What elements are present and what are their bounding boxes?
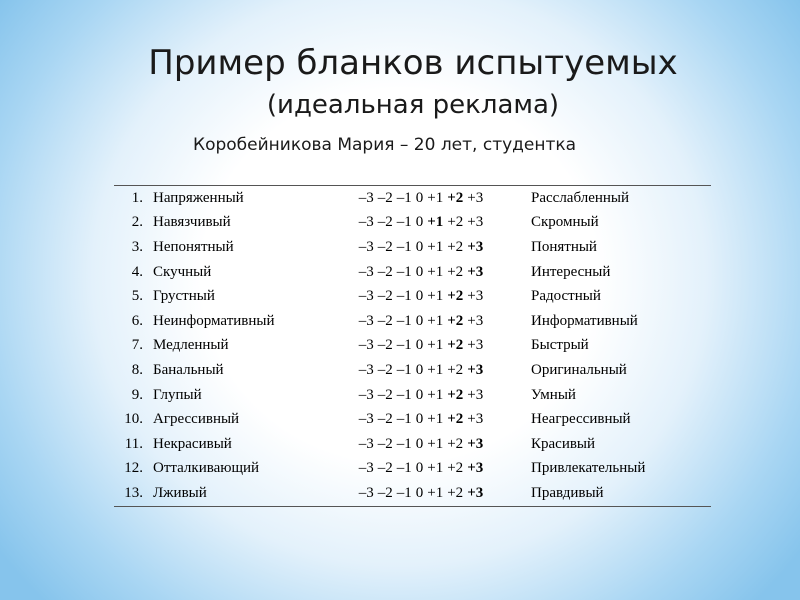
- scale-value: –1: [396, 361, 412, 378]
- scale-value: 0: [415, 238, 424, 255]
- row-number: 1.: [114, 186, 149, 211]
- row-number: 12.: [124, 460, 143, 477]
- row-number: 10.: [124, 411, 143, 428]
- negative-adjective: Агрессивный: [153, 411, 240, 428]
- scale-value: –3: [358, 288, 374, 305]
- scale-value: –2: [377, 189, 393, 206]
- selected-scale-value: +3: [467, 460, 484, 477]
- scale-value: –2: [377, 337, 393, 354]
- negative-adjective: Непонятный: [153, 238, 234, 255]
- slide-title: Пример бланков испытуемых: [148, 43, 678, 83]
- positive-adjective: Красивый: [531, 435, 596, 452]
- scale-value: +1: [427, 337, 444, 354]
- scale-value: –2: [377, 214, 393, 231]
- selected-scale-value: +3: [467, 435, 484, 452]
- scale-value: –3: [358, 460, 374, 477]
- scale-value: 0: [415, 312, 424, 329]
- scale-value: –3: [358, 484, 374, 501]
- positive-adjective: Интересный: [531, 263, 611, 280]
- subject-info: Коробейникова Мария – 20 лет, студентка: [193, 135, 577, 155]
- positive-adjective: Оригинальный: [531, 361, 627, 378]
- rating-scale: [331, 358, 511, 383]
- positive-adjective: Скромный: [531, 214, 599, 231]
- rating-scale: [331, 457, 511, 482]
- table-body: [114, 186, 711, 507]
- scale-value: –1: [396, 238, 412, 255]
- scale-value: –1: [396, 214, 412, 231]
- selected-scale-value: +3: [467, 361, 484, 378]
- scale-value: 0: [415, 484, 424, 501]
- scale-value: +1: [427, 312, 444, 329]
- selected-scale-value: +2: [447, 288, 464, 305]
- row-number: 3.: [131, 238, 143, 255]
- scale-value: 0: [415, 361, 424, 378]
- scale-value: 0: [415, 460, 424, 477]
- scale-value: +3: [467, 337, 484, 354]
- table-row: [114, 260, 711, 285]
- negative-adjective: Неинформативный: [153, 312, 275, 329]
- slide-subtitle: (идеальная реклама): [266, 90, 560, 120]
- scale-value: 0: [415, 263, 424, 280]
- row-number: 11.: [124, 435, 143, 452]
- rating-scale: [331, 432, 511, 457]
- row-number: 13.: [114, 481, 149, 506]
- negative-adjective: Скучный: [153, 263, 212, 280]
- scale-value: –1: [396, 312, 412, 329]
- scale-value: –1: [396, 435, 412, 452]
- scale-value: –3: [358, 214, 374, 231]
- scale-value: –2: [377, 460, 393, 477]
- scale-value: +1: [427, 263, 444, 280]
- negative-adjective: Навязчивый: [153, 214, 231, 231]
- selected-scale-value: +2: [447, 411, 464, 428]
- scale-value: –3: [358, 189, 374, 206]
- scale-value: +1: [427, 386, 444, 403]
- row-number: 9.: [131, 386, 143, 403]
- scale-value: –2: [377, 386, 393, 403]
- selected-scale-value: +2: [447, 337, 464, 354]
- positive-adjective: Быстрый: [531, 337, 589, 354]
- scale-value: +2: [447, 484, 464, 501]
- positive-adjective: Понятный: [531, 238, 597, 255]
- table-row: [114, 407, 711, 432]
- positive-adjective: Расслабленный: [511, 186, 711, 211]
- scale-value: +2: [447, 238, 464, 255]
- row-number: 5.: [131, 288, 143, 305]
- scale-value: +1: [427, 238, 444, 255]
- scale-value: –3: [358, 337, 374, 354]
- selected-scale-value: +2: [447, 189, 464, 206]
- positive-adjective: Умный: [531, 386, 576, 403]
- negative-adjective: Банальный: [153, 361, 224, 378]
- negative-adjective: Грустный: [153, 288, 215, 305]
- rating-scale: [331, 309, 511, 334]
- scale-value: +3: [467, 288, 484, 305]
- negative-adjective: Отталкивающий: [153, 460, 260, 477]
- scale-value: –2: [377, 484, 393, 501]
- negative-adjective: Некрасивый: [153, 435, 232, 452]
- negative-adjective: Лживый: [149, 481, 331, 506]
- rating-scale: [331, 284, 511, 309]
- table-row: [114, 432, 711, 457]
- negative-adjective: Медленный: [153, 337, 229, 354]
- scale-value: –1: [396, 288, 412, 305]
- scale-value: –2: [377, 312, 393, 329]
- row-number: 8.: [131, 361, 143, 378]
- row-number: 2.: [131, 214, 143, 231]
- scale-value: +1: [427, 288, 444, 305]
- scale-value: 0: [415, 189, 424, 206]
- scale-value: +2: [447, 214, 464, 231]
- positive-adjective: Неагрессивный: [531, 411, 631, 428]
- scale-value: –1: [396, 337, 412, 354]
- scale-value: –1: [396, 263, 412, 280]
- scale-value: +1: [427, 189, 444, 206]
- selected-scale-value: +2: [447, 386, 464, 403]
- semantic-differential-table: [114, 185, 711, 507]
- scale-value: –2: [377, 435, 393, 452]
- scale-value: –3: [358, 386, 374, 403]
- row-number: 4.: [131, 263, 143, 280]
- scale-value: +3: [467, 411, 484, 428]
- scale-value: +3: [467, 189, 484, 206]
- scale-value: –1: [396, 460, 412, 477]
- rating-scale: [331, 481, 511, 506]
- scale-value: +1: [427, 435, 444, 452]
- scale-value: 0: [415, 288, 424, 305]
- scale-value: +3: [467, 214, 484, 231]
- scale-value: –1: [396, 411, 412, 428]
- scale-value: –2: [377, 288, 393, 305]
- rating-scale: [331, 334, 511, 359]
- rating-scale: [331, 235, 511, 260]
- scale-value: –2: [377, 263, 393, 280]
- rating-scale: [331, 211, 511, 236]
- scale-value: +1: [427, 460, 444, 477]
- table-row: [114, 284, 711, 309]
- scale-value: –2: [377, 411, 393, 428]
- scale-value: 0: [415, 214, 424, 231]
- table-row: [114, 383, 711, 408]
- table-row: [114, 235, 711, 260]
- scale-value: 0: [415, 435, 424, 452]
- table-row: [114, 211, 711, 236]
- scale-value: –2: [377, 238, 393, 255]
- scale-value: –2: [377, 361, 393, 378]
- row-number: 6.: [131, 312, 143, 329]
- positive-adjective: Привлекательный: [531, 460, 646, 477]
- table-row: [114, 334, 711, 359]
- table-row: [114, 309, 711, 334]
- scale-value: –1: [396, 189, 412, 206]
- table-row: [114, 481, 711, 506]
- scale-value: –3: [358, 238, 374, 255]
- selected-scale-value: +3: [467, 484, 484, 501]
- positive-adjective: Радостный: [531, 288, 601, 305]
- scale-value: –3: [358, 312, 374, 329]
- scale-value: +3: [467, 312, 484, 329]
- positive-adjective: Правдивый: [511, 481, 711, 506]
- scale-value: +1: [427, 361, 444, 378]
- scale-value: +3: [467, 386, 484, 403]
- rating-scale: [331, 383, 511, 408]
- table-row: [114, 358, 711, 383]
- scale-value: +1: [427, 411, 444, 428]
- scale-value: –3: [358, 435, 374, 452]
- scale-value: +2: [447, 263, 464, 280]
- table-row: [114, 186, 711, 211]
- scale-value: –3: [358, 361, 374, 378]
- positive-adjective: Информативный: [531, 312, 638, 329]
- scale-value: –1: [396, 386, 412, 403]
- scale-value: 0: [415, 386, 424, 403]
- negative-adjective: Глупый: [153, 386, 202, 403]
- scale-value: +2: [447, 460, 464, 477]
- scale-value: +1: [427, 484, 444, 501]
- row-number: 7.: [131, 337, 143, 354]
- scale-value: –3: [358, 263, 374, 280]
- selected-scale-value: +3: [467, 238, 484, 255]
- scale-value: 0: [415, 411, 424, 428]
- selected-scale-value: +1: [427, 214, 444, 231]
- selected-scale-value: +2: [447, 312, 464, 329]
- scale-value: +2: [447, 435, 464, 452]
- rating-scale: [331, 186, 511, 211]
- rating-scale: [331, 407, 511, 432]
- scale-value: +2: [447, 361, 464, 378]
- scale-value: 0: [415, 337, 424, 354]
- negative-adjective: Напряженный: [149, 186, 331, 211]
- selected-scale-value: +3: [467, 263, 484, 280]
- scale-value: –3: [358, 411, 374, 428]
- scale-value: –1: [396, 484, 412, 501]
- table-row: [114, 457, 711, 482]
- rating-scale: [331, 260, 511, 285]
